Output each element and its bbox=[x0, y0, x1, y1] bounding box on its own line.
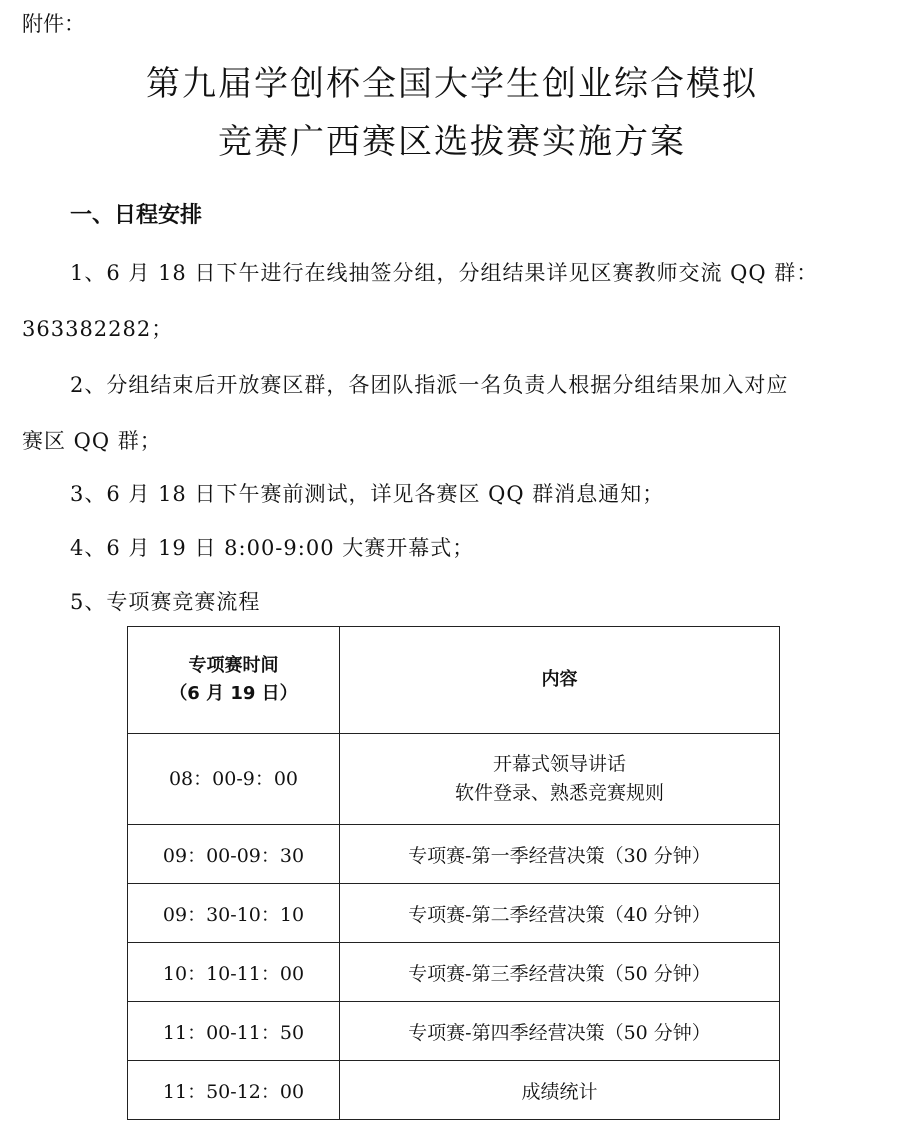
header-content: 内容 bbox=[340, 627, 780, 734]
row-content: 成绩统计 bbox=[340, 1061, 780, 1120]
schedule-item-3: 3、6 月 18 日下午赛前测试，详见各赛区 QQ 群消息通知； bbox=[70, 482, 665, 506]
row-content: 专项赛-第三季经营决策（50 分钟） bbox=[340, 943, 780, 1002]
row-time: 08：00-9：00 bbox=[128, 734, 340, 825]
row-time: 11：50-12：00 bbox=[128, 1061, 340, 1120]
schedule-item-1-continued: 363382282； bbox=[22, 317, 174, 341]
schedule-item-1: 1、6 月 18 日下午进行在线抽签分组，分组结果详见区赛教师交流 QQ 群： bbox=[70, 261, 819, 285]
table-header-row bbox=[128, 627, 780, 734]
section-heading-schedule: 一、日程安排 bbox=[70, 203, 203, 228]
table-row bbox=[128, 734, 780, 825]
table-row bbox=[128, 1061, 780, 1120]
schedule-item-2-continued: 赛区 QQ 群； bbox=[22, 429, 162, 453]
table-row bbox=[128, 825, 780, 884]
row-content: 专项赛-第四季经营决策（50 分钟） bbox=[340, 1002, 780, 1061]
row-time: 09：00-09：30 bbox=[128, 825, 340, 884]
row-content: 专项赛-第二季经营决策（40 分钟） bbox=[340, 884, 780, 943]
row-time: 09：30-10：10 bbox=[128, 884, 340, 943]
table-row bbox=[128, 1002, 780, 1061]
row-content-line-2: 软件登录、熟悉竞赛规则 bbox=[454, 782, 664, 804]
row-time: 10：10-11：00 bbox=[128, 943, 340, 1002]
header-time bbox=[128, 627, 340, 734]
table-row bbox=[128, 884, 780, 943]
schedule-item-2: 2、分组结束后开放赛区群，各团队指派一名负责人根据分组结果加入对应 bbox=[70, 373, 789, 397]
schedule-item-5: 5、专项赛竞赛流程 bbox=[70, 590, 261, 614]
document-title-line-2: 竞赛广西赛区选拔赛实施方案 bbox=[218, 122, 686, 162]
row-content bbox=[340, 734, 780, 825]
attachment-label: 附件： bbox=[22, 12, 85, 36]
schedule-item-4: 4、6 月 19 日 8:00-9:00 大赛开幕式； bbox=[70, 536, 475, 560]
competition-schedule-table bbox=[127, 626, 780, 1120]
row-content: 专项赛-第一季经营决策（30 分钟） bbox=[340, 825, 780, 884]
header-time-line-1: 专项赛时间 bbox=[188, 655, 279, 676]
table-row bbox=[128, 943, 780, 1002]
document-title-line-1: 第九届学创杯全国大学生创业综合模拟 bbox=[146, 64, 758, 104]
row-content-line-1: 开幕式领导讲话 bbox=[492, 753, 626, 775]
row-time: 11：00-11：50 bbox=[128, 1002, 340, 1061]
header-time-line-2: （6 月 19 日） bbox=[169, 683, 298, 704]
